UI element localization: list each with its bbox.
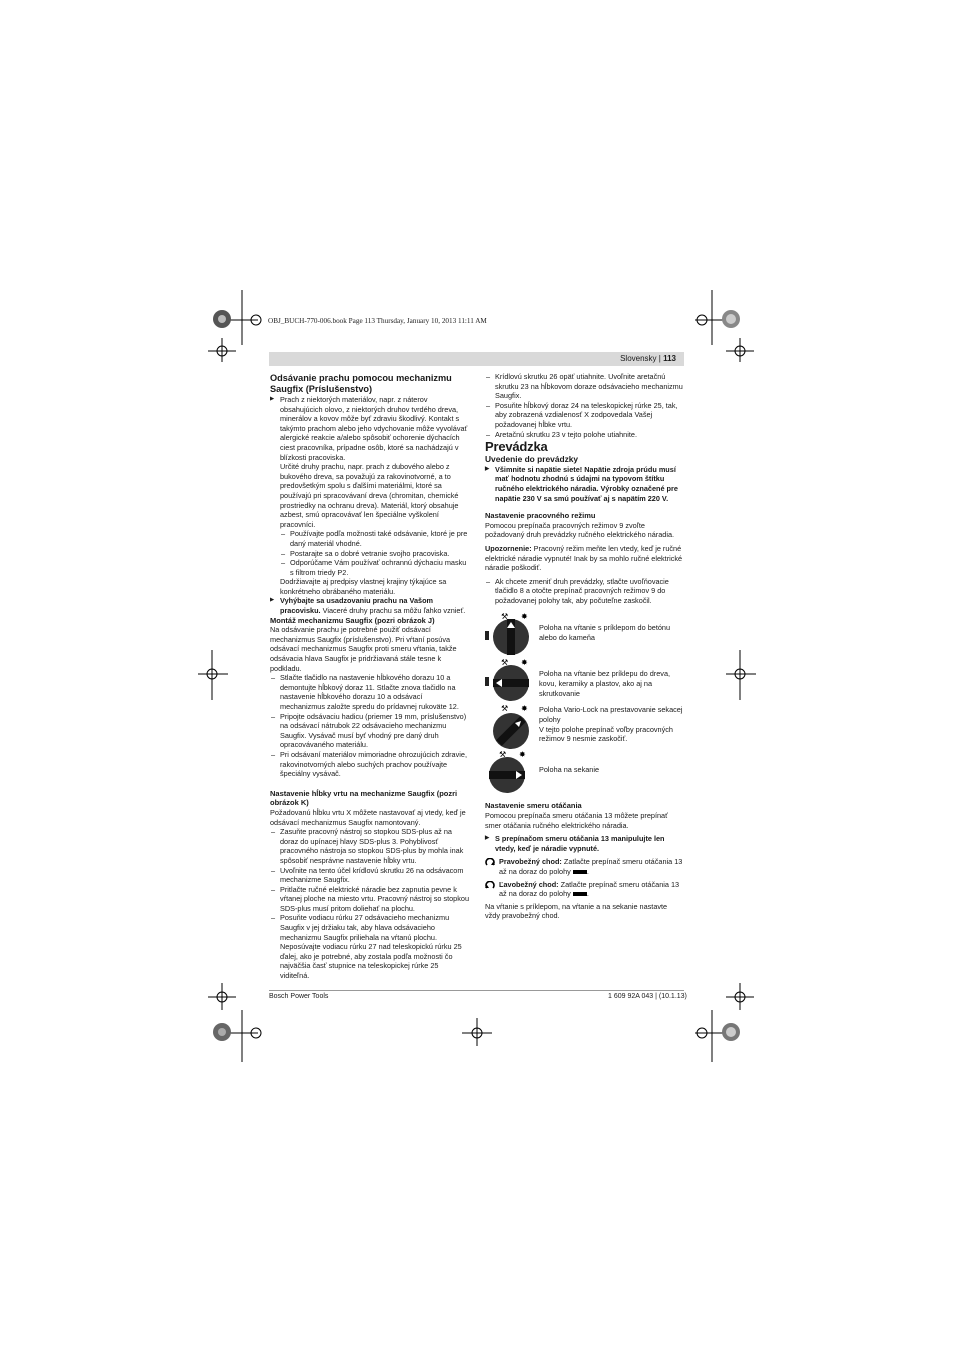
heading-saugfix: Odsávanie prachu pomocou mechanizmu Saugfix (Príslušenstvo) [270,373,452,394]
page-header [269,352,684,366]
clockwise-icon [485,858,495,866]
hlbka-step: – Posuňte vodiacu rúrku 27 odsávacieho mechanizmu Saugfix v jej držiaku tak, aby hlava odsávacieho mechanizmu Saugfix priliehala na vŕtanú plochu. Neposúvajte vodiacu rúrku 27 nad teleskopickú rúrku 25 ďalej, ako je potrebné, aby zostala podľa možnosti čo najväčšia časť stupnice na teleskopickej rúrke 25 viditeľná. [270,913,469,980]
mode-chisel-text: Poloha na sekanie [539,765,600,775]
montaz-intro: Na odsávanie prachu je potrebné použiť odsávací mechanizmus Saugfix (príslušenstvo). Pri vŕtaní posúva odsávací mechanizmus Saugfix proti smeru vŕtania, takže odsávacia hlava Saugfix je pridržiavaná stále tesne k podkladu. [270,625,457,673]
print-slug: OBJ_BUCH-770-006.book Page 113 Thursday, January 10, 2013 11:11 AM [268,317,487,325]
mode-vario-text: Poloha Vario-Lock na prestavovanie sekacej polohy V tejto polohe prepínač voľby pracovných režimov 9 nesmie zaskočiť. [539,705,683,744]
footer-line [269,990,684,991]
mode-vario-lock [485,703,684,749]
dust-carcinogen-text: Určité druhy prachu, napr. prach z dubového alebo z bukového dreva, sa považujú za rakovinotvorné, a to predovšetkým spolu s ďalšími materiálmi, ktoré sa používajú pri spracovávaní dreva (chromitan, chemické prostriedky na ochranu dreva). Materiál, ktorý obsahuje azbest, smú opracovávať len špeciálne vyškolení pracovníci. [280,462,459,529]
mode-hammer-drilling [485,611,684,657]
montaz-step: – Pripojte odsávaciu hadicu (priemer 19 mm, príslušenstvo) na odsávací nátrubok 22 odsávacieho mechanizmu Saugfix. Vysávač musí byť vhodný pre daný druh opracovávaného materiálu. [270,712,469,750]
mode-drill-text: Poloha na vŕtanie bez príklepu do dreva, kovu, keramiky a plastov, ako aj na skrutkovanie [539,669,671,698]
dust-regulations-text: Dodržiavajte aj predpisy vlastnej krajiny týkajúce sa konkrétneho obrábaného materiálu. [280,577,447,596]
page-number: 113 [663,354,676,363]
rezim-step: – Ak chcete zmeniť druh prevádzky, stlačte uvoľňovacie tlačidlo 8 a otočte prepínač pracovných režimov 9 do požadovanej polohy tak, aby počuteľne zaskočil. [485,577,684,606]
heading-prevadzka: Prevádzka [485,439,548,455]
warning-dust-deposit: ▶ Vyhýbajte sa usadzovaniu prachu na Vašom pracovisku. Viaceré druhy prachu sa môžu ľahko vznieť. [270,596,469,615]
warning-direction: ▶ S prepínačom smeru otáčania 13 manipulujte len vtedy, keď je náradie vypnuté. [485,834,684,853]
dust-list-item: – Používajte podľa možnosti také odsávanie, ktoré je pre daný materiál vhodné. [270,529,469,548]
svg-text:⚒: ⚒ [499,750,507,760]
montaz-step: – Pri odsávaní materiálov mimoriadne ohrozujúcich zdravie, rakovinotvorných alebo suchých prachov používajte špeciálny vysávač. [270,750,469,779]
hlbka-step: – Aretačnú skrutku 23 v tejto polohe utiahnite. [485,430,684,440]
hlbka-intro: Požadovanú hĺbku vrtu X môžete nastavovať aj vtedy, keď je odsávací mechanizmus Saugfix namontovaný. [270,807,466,827]
svg-text:✸: ✸ [521,704,528,714]
svg-text:✸: ✸ [521,658,528,668]
left-column [270,373,469,981]
hlbka-step: – Uvoľnite na tento účel krídlovú skrutku 26 na odsávacom mechanizme Saugfix. [270,866,469,885]
montaz-step: – Stlačte tlačidlo na nastavenie hĺbkového dorazu 10 a demontujte hĺbkový doraz 11. Stlačte znova tlačidlo na nastavenie hĺbkového dorazu 10 a odsávací mechanizmus založte spredu do prídavnej rukoväte 12. [270,673,469,711]
left-rotation: Ľavobežný chod: Zatlačte prepínač smeru otáčania 13 až na doraz do polohy . [485,880,684,899]
dust-list-item: – Postarajte sa o dobré vetranie svojho pracoviska. [270,549,469,559]
mode-chiselling [485,749,684,795]
mode-selector-drill-icon [485,657,539,703]
heading-montaz: Montáž mechanizmu Saugfix (pozri obrázok J) [270,615,435,625]
arrow-left-icon [573,870,587,874]
footer-docnumber: 1 609 92A 043 | (10.1.13) [608,993,687,1000]
hlbka-step: – Krídlovú skrutku 26 opäť utiahnite. Uvoľnite aretačnú skrutku 23 na hĺbkovom doraze odsávacieho mechanizmu Saugfix. [485,372,684,401]
header-language: Slovensky [620,354,657,363]
heading-uvedenie: Uvedenie do prevádzky [485,454,579,465]
header-separator: | [658,354,661,363]
smer-final: Na vŕtanie s príklepom, na vŕtanie a na sekanie nastavte vždy pravobežný chod. [485,901,668,921]
svg-text:⚒: ⚒ [501,612,509,622]
hlbka-step: – Zasuňte pracovný nástroj so stopkou SDS-plus až na doraz do upínacej hlavy SDS-plus 3. Pohyblivosť pracovného nástroja so stopkou SDS-plus by mohla inak spôsobiť nesprávne nastavenie hĺbky vrtu. [270,827,469,865]
rezim-intro: Pomocou prepínača pracovných režimov 9 zvoľte požadovaný druh prevádzky ručného elektrického náradia. [485,520,675,540]
arrow-right-icon [573,892,587,896]
right-column [485,372,684,921]
footer-brand: Bosch Power Tools [269,993,329,1000]
heading-rezim: Nastavenie pracovného režimu [485,511,596,521]
mode-selector-vario-icon [485,703,539,749]
svg-text:⚒: ⚒ [501,704,509,714]
mode-hammer-text: Poloha na vŕtanie s príklepom do betónu alebo do kameňa [539,623,671,643]
right-rotation: Pravobežný chod: Zatlačte prepínač smeru otáčania 13 až na doraz do polohy . [485,857,684,876]
svg-text:✸: ✸ [521,612,528,622]
mode-selector-hammer-icon [485,611,539,657]
counterclockwise-icon [485,881,495,889]
hlbka-step: – Posuňte hĺbkový doraz 24 na teleskopickej rúrke 25, tak, aby zobrazená vzdialenosť X zodpovedala Vašej požadovanej hĺbke vrtu. [485,401,684,430]
warning-dust: ▶ Prach z niektorých materiálov, napr. z náterov obsahujúcich olovo, z niektorých druhov tvrdého dreva, minerálov a kovov môže byť zdraviu škodlivý. Kontakt s takýmto prachom alebo jeho vdychovanie môže vyvolávať alergické reakcie a/alebo spôsobiť ochorenie dýchacích ciest pracovníka, prípadne osôb, ktoré sa nachádzajú v blízkosti pracoviska. [270,395,469,462]
hlbka-step: – Pritlačte ručné elektrické náradie bez zapnutia pevne k vŕtanej ploche na miesto vrtu. Pracovný nástroj so stopkou SDS-plus musí pritom doliehať na plochu. [270,885,469,914]
svg-text:✸: ✸ [519,750,526,760]
svg-text:⚒: ⚒ [501,658,509,668]
rezim-note: Upozornenie: Pracovný režim meňte len vtedy, keď je ručné elektrické náradie vypnuté! Inak by sa mohlo ručné elektrické náradie poškodiť. [485,543,683,573]
mode-drilling [485,657,684,703]
smer-intro: Pomocou prepínača smeru otáčania 13 môžete prepínať smer otáčania ručného elektrického náradia. [485,811,668,830]
warning-voltage: ▶ Všimnite si napätie siete! Napätie zdroja prúdu musí mať hodnotu zhodnú s údajmi na typovom štítku ručného elektrického náradia. Výrobky označené pre napätie 230 V sa smú používať aj s napätím 220 V. [485,465,684,503]
heading-smer: Nastavenie smeru otáčania [485,801,582,811]
heading-hlbka: Nastavenie hĺbky vrtu na mechanizme Saugfix (pozri obrázok K) [270,788,458,808]
dust-list-item: – Odporúčame Vám používať ochrannú dýchaciu masku s filtrom triedy P2. [270,558,469,577]
mode-selector-chisel-icon [485,749,539,795]
